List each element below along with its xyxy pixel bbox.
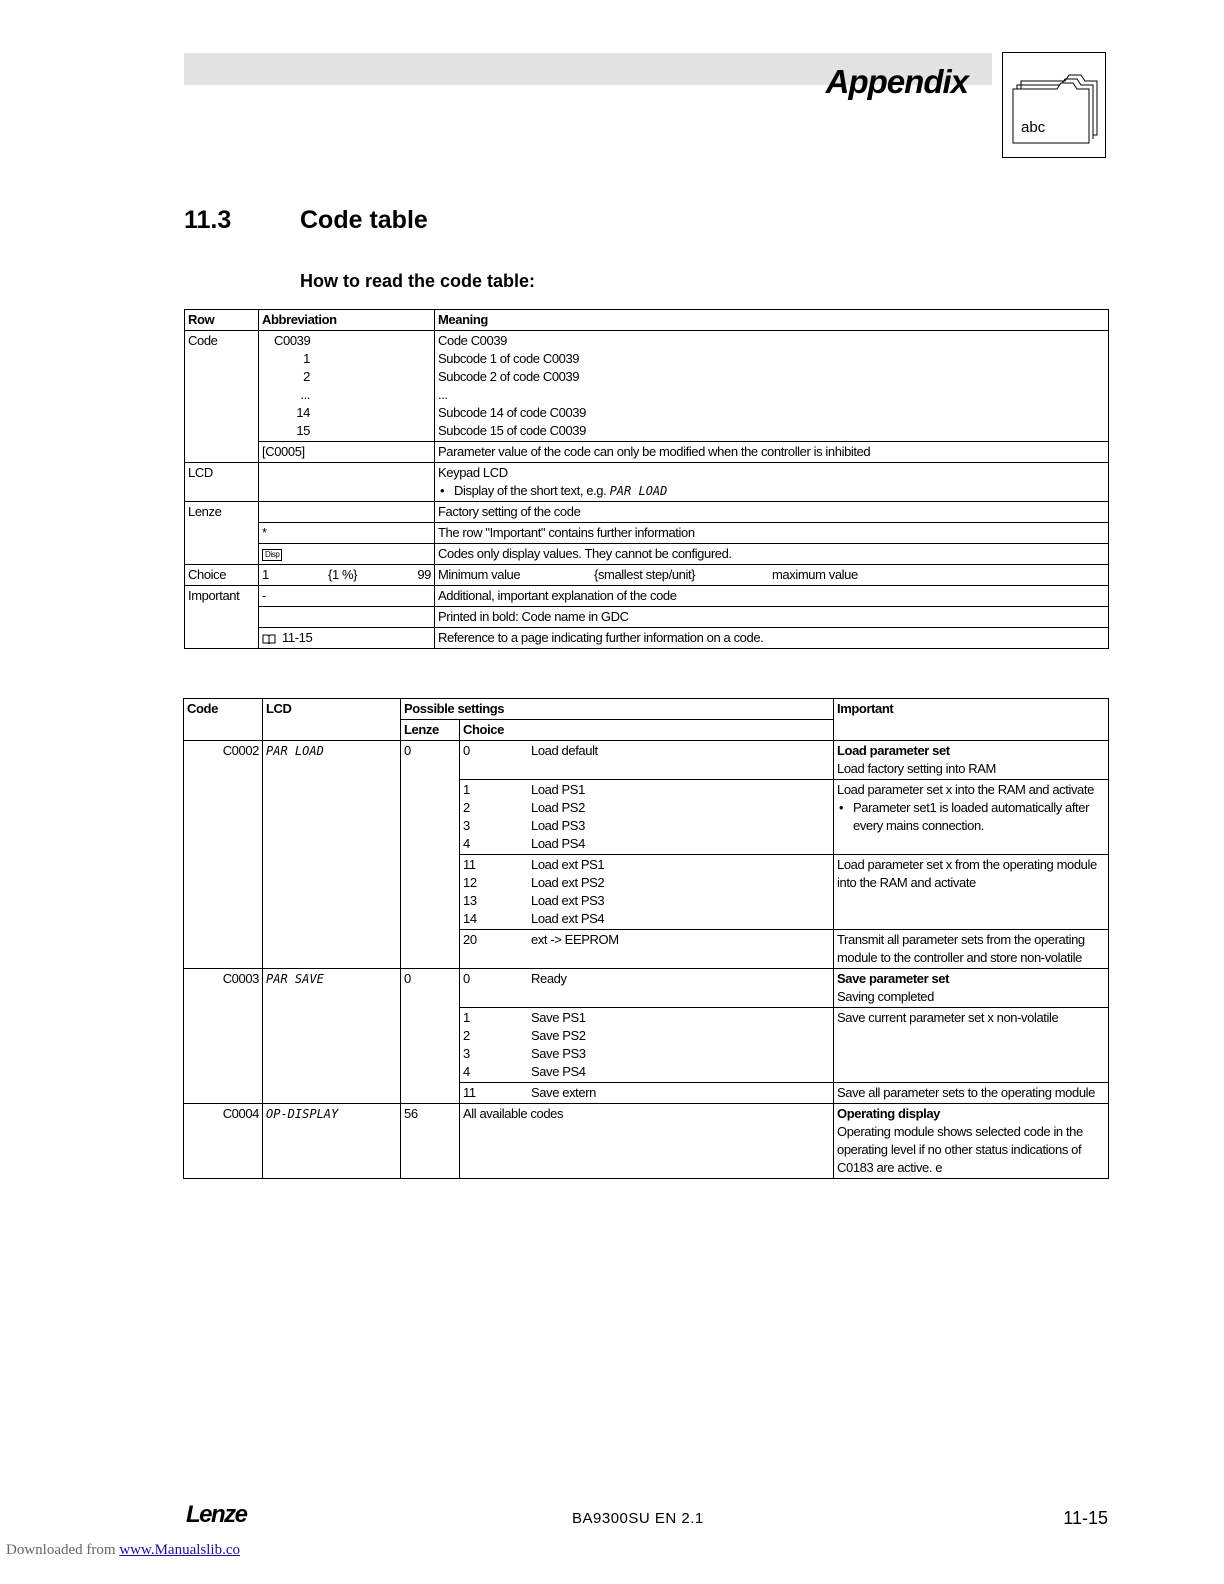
header-lcd: LCD [263,699,401,741]
abbrev: ... [300,387,310,402]
choice-num: 14 [463,911,477,926]
choice-num: 2 [463,1028,470,1043]
abbrev-cell: - [259,586,435,607]
important-cell [834,741,1109,780]
choice-cell [460,1008,834,1083]
choice-num: 1 [463,782,470,797]
list-item [463,781,830,799]
choice-label: Save extern [531,1085,596,1100]
list-item [463,1027,830,1045]
meaning: Subcode 1 of code C0039 [438,351,580,366]
abbrev-cell [259,565,435,586]
choice-label: Save PS2 [531,1028,586,1043]
lcd-text: PAR LOAD [266,744,324,758]
list-item [463,1045,830,1063]
choice-max: 99 [417,567,431,582]
choice-cell [460,1083,834,1104]
important-text: Saving completed [837,989,934,1004]
important-cell [834,780,1109,855]
lenze-cell: 56 [401,1104,460,1179]
header-abbreviation: Abbreviation [259,310,435,331]
section-number: 11.3 [184,206,232,234]
meaning-cell: Codes only display values. They cannot be configured. [435,544,1109,565]
abbrev-cell [259,502,435,523]
important-cell: Save all parameter sets to the operating module [834,1083,1109,1104]
code-table [183,698,1109,1179]
choice-num: 0 [463,743,470,758]
list-item [463,874,830,892]
meaning-cell: Printed in bold: Code name in GDC [435,607,1109,628]
important-text: Operating module shows selected code in the operating level if no other status indications of C0183 are active. e [837,1124,1083,1175]
meaning-cell [435,331,1109,442]
choice-label: Load PS4 [531,836,585,851]
choice-num: 20 [463,932,477,947]
lenze-cell: 0 [401,969,460,1104]
choice-cell [460,969,834,1008]
choice-cell [460,930,834,969]
list-item [463,892,830,910]
abbrev-cell: [C0005] [259,442,435,463]
choice-num: 4 [463,1064,470,1079]
choice-label: Save PS3 [531,1046,586,1061]
list-item [463,856,830,874]
important-cell [834,1104,1109,1179]
subheading: How to read the code table: [300,271,536,291]
table-row [185,607,1109,628]
abbrev: 1 [303,351,310,366]
code-cell: C0002 [184,741,263,969]
list-item [463,817,830,835]
list-item [463,910,830,928]
choice-num: 0 [463,971,470,986]
table-row [184,741,1109,780]
table-row [185,523,1109,544]
choice-label: Load default [531,743,598,758]
important-cell: Transmit all parameter sets from the operating module to the controller and store non-volatile [834,930,1109,969]
important-cell: Load parameter set x from the operating module into the RAM and activate [834,855,1109,930]
lcd-cell [263,1104,401,1179]
download-note [6,1542,240,1559]
row-label: Choice [185,565,259,586]
list-item [463,1009,830,1027]
meaning-cell: Parameter value of the code can only be modified when the controller is inhibited [435,442,1109,463]
list-item [463,1063,830,1081]
important-title: Save parameter set [837,971,950,986]
choice-cell [460,741,834,780]
choice-num: 1 [463,1010,470,1025]
choice-label: Load PS1 [531,782,585,797]
folder-icon [1003,53,1107,159]
choice-label: Load ext PS1 [531,857,605,872]
abbrev-cell [259,331,435,442]
choice-label: Load ext PS2 [531,875,605,890]
meaning-cell: Factory setting of the code [435,502,1109,523]
choice-num: 11 [463,1085,476,1100]
choice-label: ext -> EEPROM [531,932,619,947]
choice-cell [460,855,834,930]
choice-min-label: Minimum value [438,567,521,582]
important-title: Load parameter set [837,743,950,758]
code-cell: C0004 [184,1104,263,1179]
list-item [463,1084,830,1102]
choice-label: Load PS3 [531,818,585,833]
important-cell [834,969,1109,1008]
table-row [185,463,1109,502]
table-row [185,565,1109,586]
row-label: Lenze [185,502,259,565]
important-bullet: Parameter set1 is loaded automatically after every mains connection. [853,800,1090,833]
choice-label: Load PS2 [531,800,585,815]
header-row: Row [185,310,259,331]
choice-num: 13 [463,893,477,908]
important-title: Operating display [837,1106,941,1121]
code-cell: C0003 [184,969,263,1104]
table-row [185,502,1109,523]
download-link[interactable]: www.Manualslib.co [119,1542,240,1558]
choice-num: 3 [463,818,470,833]
abbrev: 2 [303,369,310,384]
page-reference: 11-15 [282,630,313,645]
table-header-row [185,310,1109,331]
abbrev-cell [259,607,435,628]
choice-max-label: maximum value [772,567,858,582]
table-row [185,331,1109,442]
meaning-cell [435,463,1109,502]
lenze-cell: 0 [401,741,460,969]
list-item [463,742,830,760]
meaning-cell: Additional, important explanation of the code [435,586,1109,607]
table-row [185,442,1109,463]
list-item [463,970,830,988]
meaning-cell: Reference to a page indicating further information on a code. [435,628,1109,649]
meaning: Subcode 2 of code C0039 [438,369,580,384]
book-icon [262,634,276,644]
abbrev-cell [259,628,435,649]
bullet-icon: • [440,483,445,498]
important-text: Load factory setting into RAM [837,761,996,776]
choice-label: Load ext PS3 [531,893,605,908]
header-choice: Choice [460,720,834,741]
meaning-cell [435,565,1109,586]
header-meaning: Meaning [435,310,1109,331]
bullet-item [438,482,1105,500]
choice-num: 11 [463,857,476,872]
choice-num: 12 [463,875,477,890]
download-prefix: Downloaded from [6,1542,116,1558]
choice-min: 1 [262,567,269,582]
header-lenze: Lenze [401,720,460,741]
tab-label: abc [1021,119,1046,136]
abbrev-cell: * [259,523,435,544]
page-number: 11-15 [1063,1508,1108,1528]
legend-table [184,309,1109,649]
choice-label: Ready [531,971,567,986]
abbrev: 15 [296,423,310,438]
abbrev-cell [259,463,435,502]
choice-step: {1 %} [328,567,358,582]
table-row [185,544,1109,565]
important-cell: Save current parameter set x non-volatile [834,1008,1109,1083]
important-text: Load parameter set x into the RAM and activate [837,782,1094,797]
bullet-item [837,799,1105,835]
list-item [463,931,830,949]
row-label: LCD [185,463,259,502]
meaning: Code C0039 [438,333,507,348]
lcd-cell [263,741,401,969]
meaning: Display of the short text, e.g. [454,483,607,498]
choice-label: Save PS1 [531,1010,586,1025]
table-header-row [184,699,1109,720]
table-row [184,1104,1109,1179]
lcd-text: PAR SAVE [266,972,324,986]
abbrev-cell [259,544,435,565]
header-code: Code [184,699,263,741]
table-row [184,969,1109,1008]
meaning: Subcode 14 of code C0039 [438,405,586,420]
meaning: Subcode 15 of code C0039 [438,423,586,438]
lenze-logo: Lenze [186,1501,247,1528]
list-item [463,799,830,817]
header-possible-settings: Possible settings [401,699,834,720]
row-label: Code [185,331,259,463]
disp-badge: Disp [262,549,282,561]
lcd-example: PAR LOAD [609,484,668,498]
meaning: ... [438,387,448,402]
header-important: Important [834,699,1109,741]
table-row [185,628,1109,649]
table-row [185,586,1109,607]
choice-num: 3 [463,1046,470,1061]
bullet-icon: • [839,800,844,815]
lcd-text: OP-DISPLAY [266,1107,339,1121]
choice-num: 4 [463,836,470,851]
document-id: BA9300SU EN 2.1 [572,1510,704,1527]
abbrev: C0039 [274,333,311,348]
list-item [463,835,830,853]
meaning: Keypad LCD [438,465,508,480]
page-header-title: Appendix [825,63,968,100]
choice-label: Load ext PS4 [531,911,605,926]
abbrev: 14 [296,405,310,420]
chapter-tab [1002,52,1106,158]
choice-label: Save PS4 [531,1064,586,1079]
choice-cell: All available codes [460,1104,834,1179]
choice-cell [460,780,834,855]
row-label: Important [185,586,259,649]
choice-step-label: {smallest step/unit} [594,567,696,582]
meaning-cell: The row "Important" contains further information [435,523,1109,544]
section-title: Code table [300,206,428,234]
lcd-cell [263,969,401,1104]
choice-num: 2 [463,800,470,815]
